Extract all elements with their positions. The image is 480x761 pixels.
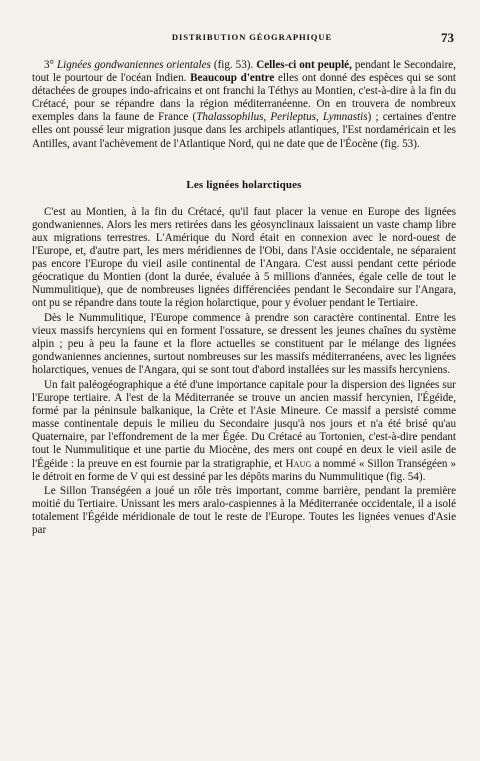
paragraph-text: a nommé « Sillon Transégéen » le détroit en forme de V qui est dessiné par les dépôts marins du Nummulitique (fig. 54). <box>32 457 457 483</box>
paragraph-text: C'est au Montien, à la fin du Crétacé, qu'il faut placer la venue en Europe des lignées gondwaniennes. Alors les mers retirées dans les géosynclinaux laissaient un vaste champ libre aux migrations terrestres. L'Amérique du Nord était en connexion avec le nord-ouest de l'Europe, et, d'autre part, les mers méridiennes de l'Obi, dans l'Asie occidentale, ne séparaient pas encore l'Europe du vieil asile continental de l'Angara. C'est aussi pendant cette période géocratique du Montien (dont la durée, évaluée à 5 millions d'années, égale celle de tout le Nummulitique), que de nombreuses lignées différenciées pendant le Secondaire sur l'Angara, ont pu se répandre dans toute la région holarctique, pour y évoluer pendant le Tertiaire. <box>32 205 456 310</box>
page-content <box>32 59 456 537</box>
paragraph-montien <box>32 206 456 311</box>
paragraph-text: Le Sillon Transégéen a joué un rôle très important, comme barrière, pendant la première moitié du Tertiaire. Unissant les mers aralo-caspiennes à la Méditerranée occidentale, il a isolé totalement l'Égéide méridionale de tout le reste de l'Europe. Toutes les lignées venues d'Asie par <box>32 484 456 536</box>
paragraph-text: ) ; certaines d'entre elles ont poussé leur migration jusque dans les archipels atlantiques, l'Est nordaméricain et les Antilles, avant l'achèvement de l'Atlantique Nord, qui ne date que de l'Éocène (fig. 53). <box>32 111 456 150</box>
bold-emphasis-text: Beaucoup d'entre <box>190 72 275 85</box>
figure-reference: (fig. 53). <box>213 59 254 71</box>
paragraph-nummulitique <box>32 312 456 377</box>
author-name: Haug <box>285 457 312 470</box>
running-title: DISTRIBUTION GÉOGRAPHIQUE <box>171 32 333 42</box>
paragraph-egeide <box>32 379 456 484</box>
running-header <box>32 32 456 50</box>
page-number: 73 <box>441 30 454 45</box>
paragraph-text: Dès le Nummulitique, l'Europe commence à prendre son caractère continental. Entre les vieux massifs hercyniens qui en forment l'ossature, se dressent les jeunes chaînes du système alpin ; peu à peu la faune et la flore actuelles se constituent par le mélange des lignées gondwaniennes anciennes, surtout nombreuses sur les massifs méditerranéens, avec les lignées holarctiques, venues de l'Angara, qui se sont tout d'abord installées sur les massifs hercyniens. <box>32 311 456 376</box>
paragraph-title: Lignées gondwaniennes orientales <box>56 59 211 71</box>
paragraph-text: pendant le Secondaire, tout le pourtour de l'océan Indien. <box>32 59 456 85</box>
paragraph-text: elles ont donné des espèces qui se sont détachées de groupes indo-africains et ont franchi la Téthys au Montien, c'est-à-dire à la fin du Crétacé, pour se répandre dans la région méditerranéenne. On en trouvera de nombreux exemples dans la faune de France ( <box>32 72 456 124</box>
section-title: Les lignées holarctiques <box>186 178 302 191</box>
paragraph-sillon-transegeen <box>32 485 456 537</box>
bold-lead-text: Celles-ci ont peuplé, <box>256 59 352 71</box>
paragraph-number: 3° <box>44 59 54 71</box>
taxa-list: Thalassophilus, Perileptus, Lymnastis <box>196 111 368 124</box>
paragraph-oriental-lineages <box>32 59 456 151</box>
paragraph-text: Un fait paléogéographique a été d'une importance capitale pour la dispersion des lignées sur l'Europe tertiaire. A l'est de la Méditerranée se trouve un ancien massif hercynien, l'Égéide, formé par la péninsule balkanique, la Crète et l'Asie Mineure. Ce massif a persisté comme masse continentale depuis le milieu du Secondaire jusqu'à nos jours et n'a été brisé qu'au Quaternaire, par l'effondrement de la mer Égée. Du Crétacé au Tortonien, c'est-à-dire pendant tout le Nummulitique et une partie du Miocène, des mers ont coupé en deux le vieil asile de l'Égéide : la preuve en est fournie par la stratigraphie, et <box>32 378 456 470</box>
